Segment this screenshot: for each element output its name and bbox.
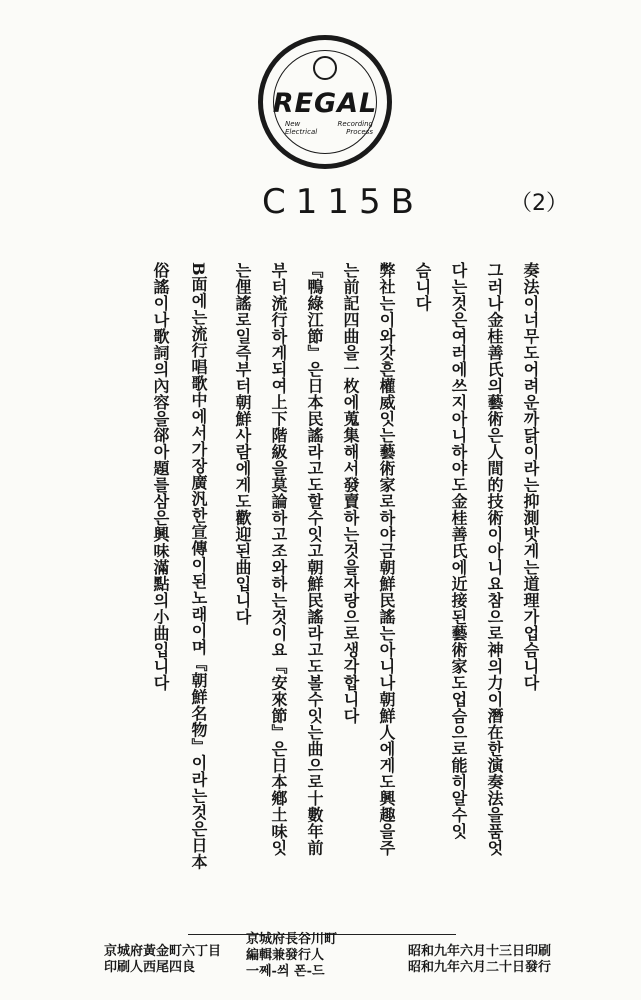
colophon-line: 編輯兼發行人 <box>246 948 325 963</box>
logo-wordmark: REGAL <box>272 88 378 119</box>
music-note-icon <box>313 56 337 80</box>
text-column: 슴니다 <box>413 262 432 312</box>
colophon-line: 京城府黃金町六丁目 <box>104 944 222 959</box>
text-column: 는前記四曲을一枚에蒐集해서發賣하는것을자랑으로생각합니다 <box>341 262 360 724</box>
colophon-line: 昭和九年六月二十日發行 <box>408 960 552 975</box>
logo-subtitle-right: Recording Process <box>337 120 373 136</box>
colophon-line: 昭和九年六月十三日印刷 <box>408 944 552 959</box>
text-column: 奏法이너무도어려운까닭이라는抑測밧게는道理가업슴니다 <box>521 262 540 691</box>
colophon-publisher <box>246 932 337 980</box>
text-column: 弊社는이와갓흔權威잇는藝術家로하야금朝鮮民謠는아니나朝鮮人에게도興趣을주 <box>377 262 396 856</box>
main-text <box>140 262 540 871</box>
catalog-number: C115B <box>262 182 424 222</box>
text-column: 부터流行하게되여上下階級을莫論하고조와하는것이요『安來節』은日本鄕土味잇 <box>269 262 288 856</box>
text-column: 俗謠이나歌詞의內容을郤아題를삼은興味滿點의小曲입니다 <box>151 262 170 691</box>
colophon-printer <box>104 944 221 976</box>
colophon-print-date <box>408 944 551 976</box>
text-column: 그러나金桂善氏의藝術은人間的技術이아니요참으로神의力이潛在한演奏法을품엇 <box>485 262 504 856</box>
logo-subtitle-left: New Electrical <box>285 120 318 136</box>
colophon-line: 一쩨-씌 폰-드 <box>246 964 325 979</box>
page-number: （2） <box>510 191 568 216</box>
text-column: 는俚謠로일즉부터朝鮮사람에게도歡迎된曲입니다 <box>233 262 252 625</box>
text-column: 다는것은여러에쓰지아니하야도金桂善氏에近接된藝術家도업슴으로能히알수잇 <box>449 262 468 840</box>
colophon-line: 京城府長谷川町 <box>246 932 338 947</box>
colophon-line: 印刷人西尾四良 <box>104 960 196 975</box>
text-column: 『鴨綠江節』은日本民謠라고도할수잇고朝鮮民謠라고도볼수잇는曲으로十數年前 <box>305 262 324 856</box>
text-column: B面에는流行唱歌中에서가장廣汎한宣傳이된노래이며『朝鮮名物』이라는것은日本 <box>189 262 208 871</box>
regal-logo <box>258 35 392 169</box>
